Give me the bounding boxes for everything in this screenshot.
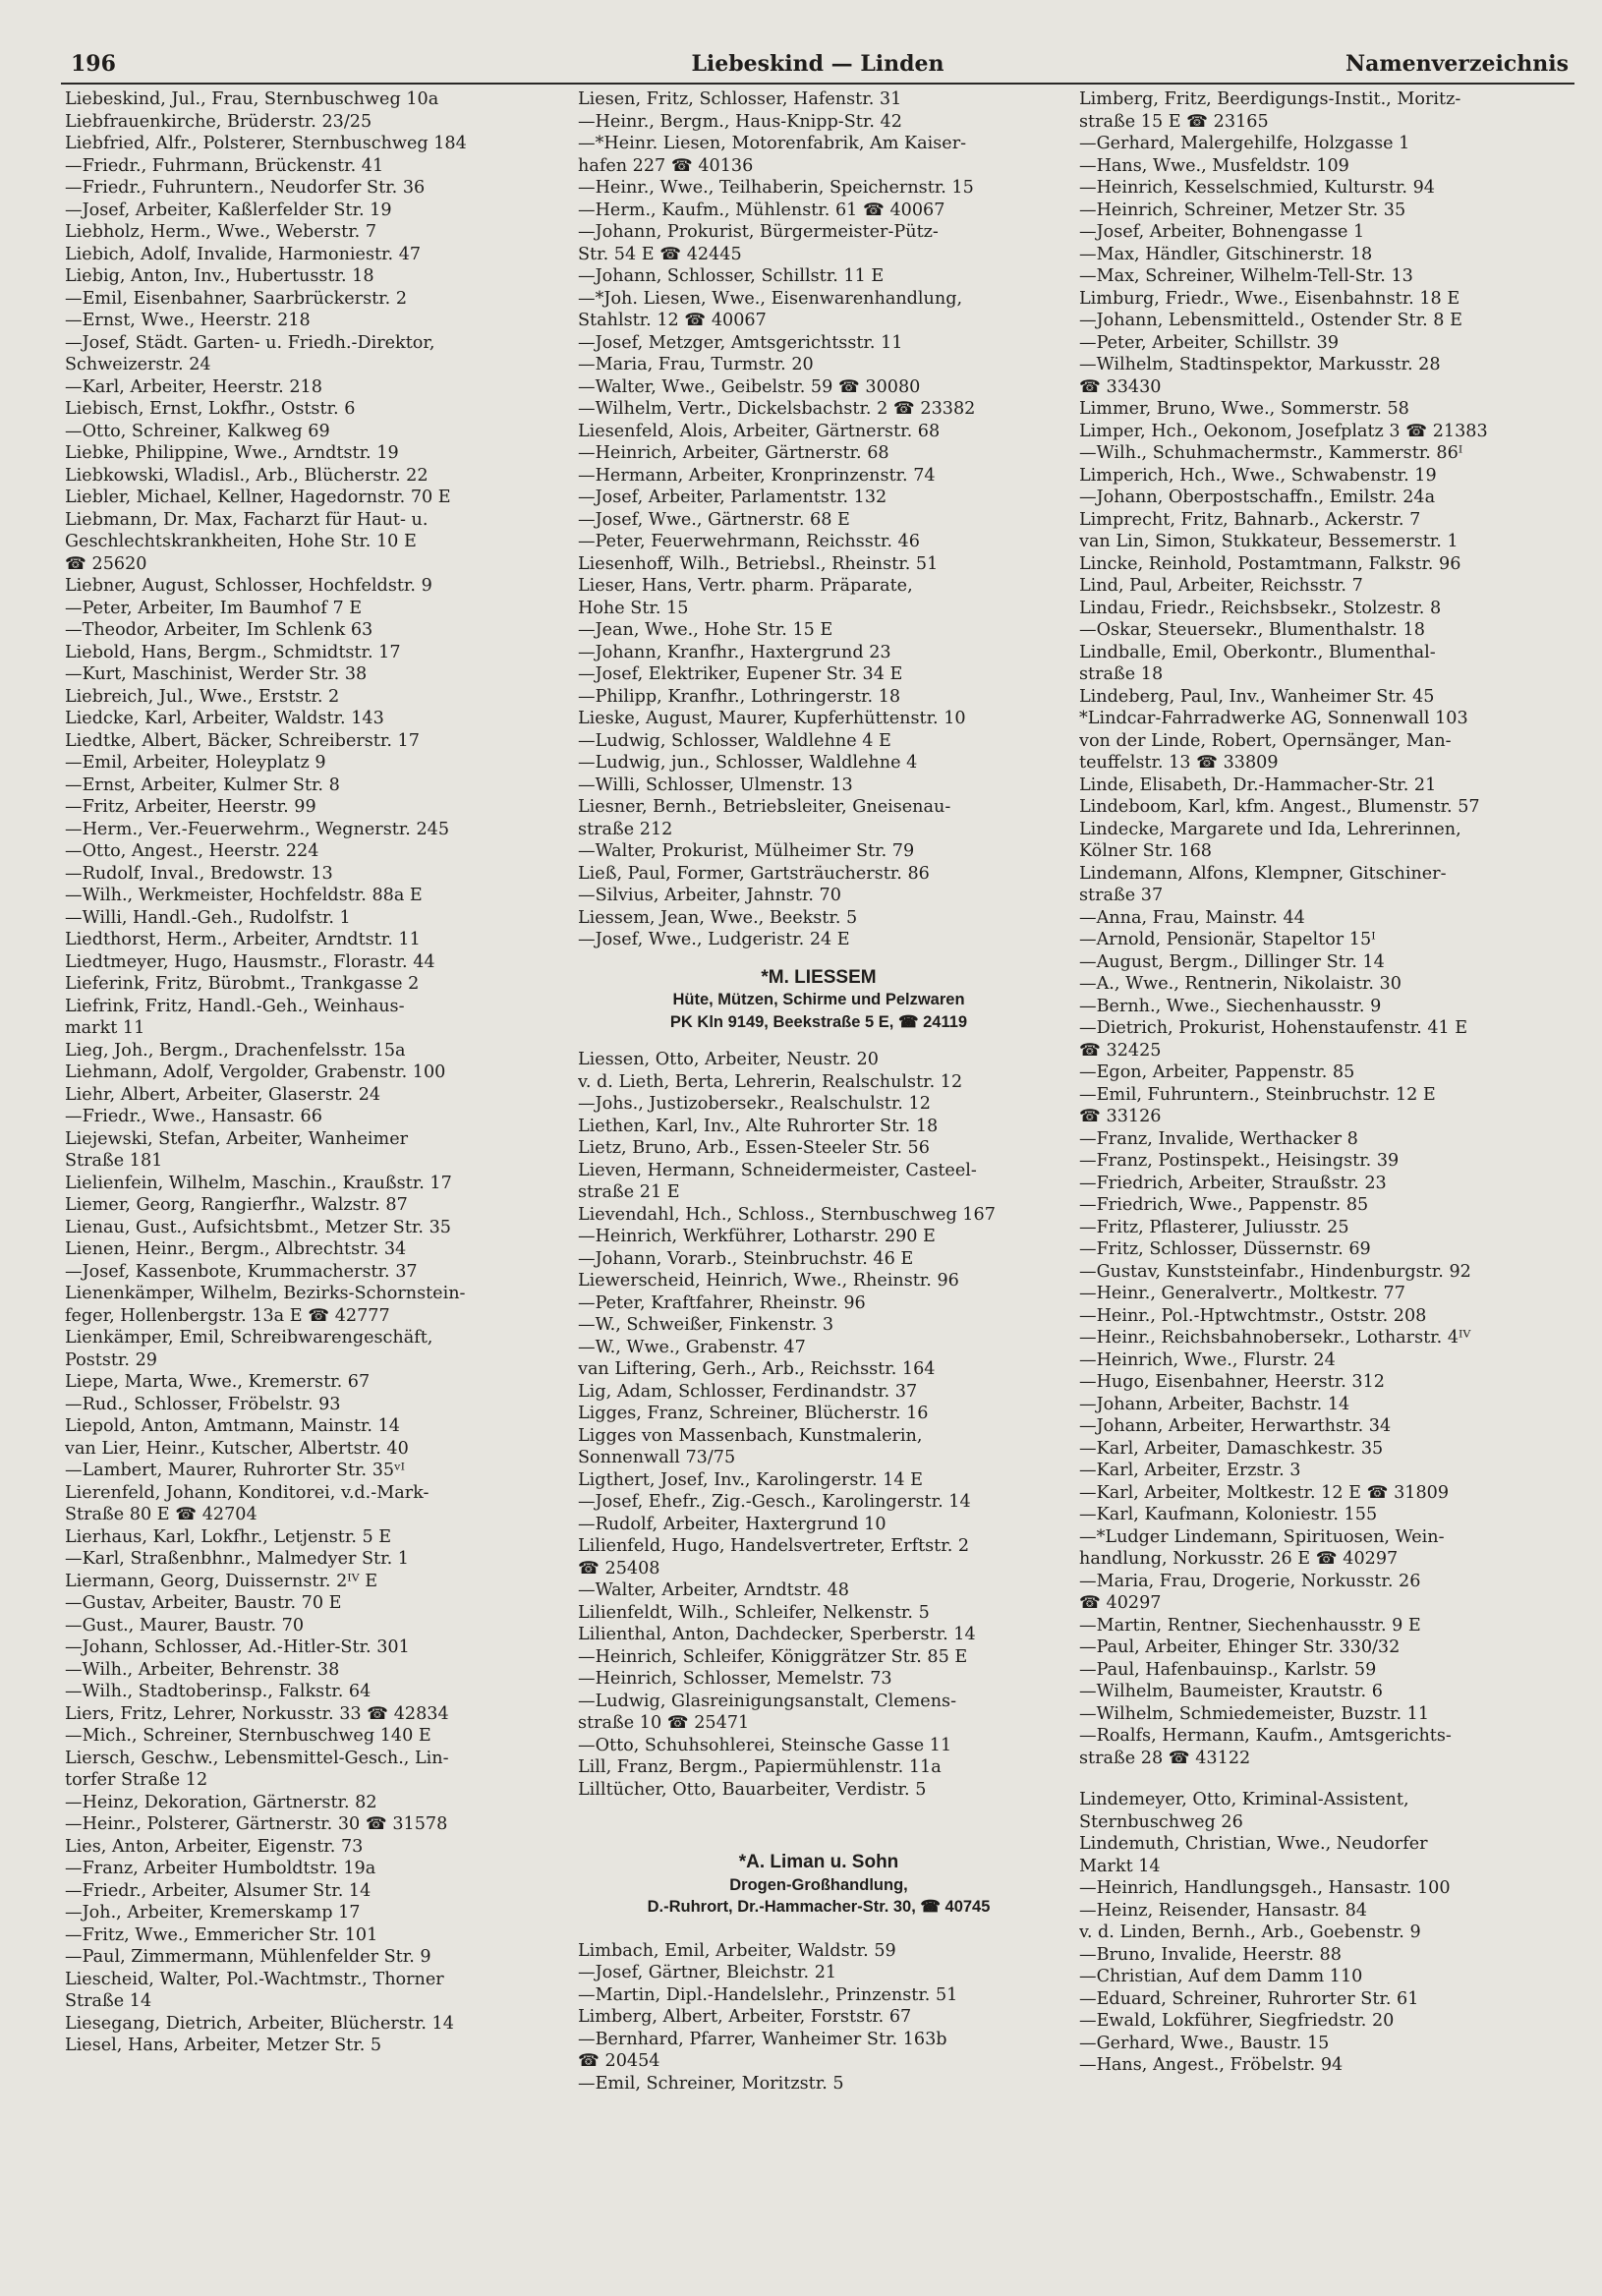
directory-entry: Limmer, Bruno, Wwe., Sommerstr. 58 <box>1079 399 1409 419</box>
directory-entry: Liebler, Michael, Kellner, Hagedornstr. 70 E <box>65 488 451 507</box>
directory-entry: Lilienthal, Anton, Dachdecker, Sperberstr. 14 <box>578 1625 976 1644</box>
directory-entry: Liesegang, Dietrich, Arbeiter, Blücherstr. 14 <box>65 2013 454 2034</box>
directory-entry: Liedtmeyer, Hugo, Hausmstr., Florastr. 44 <box>65 951 435 972</box>
directory-entry: —Emil, Arbeiter, Holeyplatz 9 <box>65 753 326 773</box>
ad-name: *M. LIESSEM <box>761 966 877 988</box>
directory-entry: Liebholz, Herm., Wwe., Weberstr. 7 <box>65 222 377 242</box>
directory-entry: ☎ 32425 <box>1079 1040 1162 1061</box>
directory-entry: —Heinrich, Schleifer, Königgrätzer Str. 85 E <box>578 1646 968 1667</box>
directory-entry: —Max, Schreiner, Wilhelm-Tell-Str. 13 <box>1079 266 1413 286</box>
directory-entry: Markt 14 <box>1079 1856 1161 1876</box>
directory-entry: —Otto, Schuhsohlerei, Steinsche Gasse 11 <box>578 1735 952 1755</box>
directory-entry: Liepe, Marta, Wwe., Kremerstr. 67 <box>65 1372 371 1392</box>
directory-entry: —Heinz, Dekoration, Gärtnerstr. 82 <box>65 1792 377 1812</box>
directory-entry: —Mich., Schreiner, Sternbuschweg 140 E <box>65 1726 431 1746</box>
directory-entry: —Josef, Arbeiter, Bohnengasse 1 <box>1079 222 1365 242</box>
page-title: Liebeskind — Linden <box>691 51 944 77</box>
directory-entry: —Herm., Kaufm., Mühlenstr. 61 ☎ 40067 <box>578 200 945 220</box>
directory-entry: straße 21 E <box>578 1182 680 1202</box>
directory-entry: —Karl, Arbeiter, Moltkestr. 12 E ☎ 31809 <box>1079 1482 1450 1503</box>
directory-entry: —Wilh., Schuhmachermstr., Kammerstr. 86ᴵ <box>1079 443 1463 463</box>
directory-entry: Limberg, Albert, Arbeiter, Forststr. 67 <box>578 2007 912 2027</box>
directory-entry: ☎ 40297 <box>1079 1593 1162 1613</box>
directory-entry: Lindemuth, Christian, Wwe., Neudorfer <box>1079 1834 1428 1854</box>
directory-entry: Liebmann, Dr. Max, Facharzt für Haut- u. <box>65 509 429 530</box>
directory-entry: Liessen, Otto, Arbeiter, Neustr. 20 <box>578 1050 879 1069</box>
directory-entry: —Kurt, Maschinist, Werder Str. 38 <box>65 664 368 684</box>
directory-entry: Liethen, Karl, Inv., Alte Ruhrorter Str. 18 <box>578 1116 939 1136</box>
directory-entry: Lindemann, Alfons, Klempner, Gitschiner- <box>1079 863 1447 884</box>
directory-entry: Lindballe, Emil, Oberkontr., Blumenthal- <box>1079 642 1436 662</box>
column-3 <box>1079 88 1578 2276</box>
directory-entry: markt 11 <box>65 1018 145 1038</box>
directory-entry: —Johann, Schlosser, Schillstr. 11 E <box>578 266 885 286</box>
directory-entry: Str. 54 E ☎ 42445 <box>578 244 742 264</box>
directory-entry: Liedthorst, Herm., Arbeiter, Arndtstr. 11 <box>65 930 421 949</box>
directory-entry: —Christian, Auf dem Damm 110 <box>1079 1967 1363 1986</box>
directory-entry: —Johann, Oberpostschaffn., Emilstr. 24a <box>1079 488 1436 507</box>
directory-entry: —Heinr., Wwe., Teilhaberin, Speichernstr. 15 <box>578 178 974 198</box>
directory-entry: —Theodor, Arbeiter, Im Schlenk 63 <box>65 620 373 640</box>
directory-entry: van Liftering, Gerh., Arb., Reichsstr. 164 <box>578 1359 936 1379</box>
directory-entry: Lienau, Gust., Aufsichtsbmt., Metzer Str. 35 <box>65 1217 451 1237</box>
directory-entry: Geschlechtskrankheiten, Hohe Str. 10 E <box>65 532 417 551</box>
directory-entry: Kölner Str. 168 <box>1079 841 1213 861</box>
directory-entry: —Wilhelm, Schmiedemeister, Buzstr. 11 <box>1079 1703 1430 1724</box>
advertisement-liessem <box>578 967 1059 1034</box>
directory-entry: —Wilhelm, Vertr., Dickelsbachstr. 2 ☎ 23382 <box>578 399 976 419</box>
directory-entry: Liesenfeld, Alois, Arbeiter, Gärtnerstr. 68 <box>578 421 941 441</box>
directory-entry: Limper, Hch., Oekonom, Josefplatz 3 ☎ 21383 <box>1079 421 1488 441</box>
directory-entry: Liebkowski, Wladisl., Arb., Blücherstr. 22 <box>65 465 429 486</box>
directory-entry: Lierhaus, Karl, Lokfhr., Letjenstr. 5 E <box>65 1526 392 1547</box>
directory-entry: Lienkämper, Emil, Schreibwarengeschäft, <box>65 1328 433 1348</box>
directory-entry: —W., Schweißer, Finkenstr. 3 <box>578 1315 834 1335</box>
directory-entry: —Franz, Arbeiter Humboldtstr. 19a <box>65 1859 376 1878</box>
directory-entry: —Gust., Maurer, Baustr. 70 <box>65 1615 305 1636</box>
directory-entry: —Johann, Arbeiter, Bachstr. 14 <box>1079 1394 1350 1414</box>
directory-entry: Schweizerstr. 24 <box>65 355 211 374</box>
directory-entry: Ligges, Franz, Schreiner, Blücherstr. 16 <box>578 1404 929 1423</box>
directory-entry: Lig, Adam, Schlosser, Ferdinandstr. 37 <box>578 1381 918 1402</box>
directory-entry: —Ludwig, Schlosser, Waldlehne 4 E <box>578 730 891 751</box>
directory-entry: —Friedr., Arbeiter, Alsumer Str. 14 <box>65 1880 372 1901</box>
directory-entry: —Wilhelm, Stadtinspektor, Markusstr. 28 <box>1079 355 1441 374</box>
ad-line: Hüte, Mützen, Schirme und Pelzwaren <box>672 991 965 1008</box>
directory-entry: handlung, Norkusstr. 26 E ☎ 40297 <box>1079 1549 1399 1569</box>
directory-entry: —Rud., Schlosser, Fröbelstr. 93 <box>65 1394 341 1414</box>
directory-entry: Lindecke, Margarete und Ida, Lehrerinnen, <box>1079 819 1461 839</box>
directory-entry: —Josef, Städt. Garten- u. Friedh.-Direktor, <box>65 332 435 353</box>
directory-entry: ☎ 25620 <box>65 553 147 574</box>
directory-entry: —Josef, Ehefr., Zig.-Gesch., Karolingerstr. 14 <box>578 1492 971 1512</box>
directory-entry: —Josef, Gärtner, Bleichstr. 21 <box>578 1963 837 1982</box>
directory-entry: Liermann, Georg, Duissernstr. 2ᴵⱽ E <box>65 1571 378 1591</box>
directory-entry: —Willi, Schlosser, Ulmenstr. 13 <box>578 775 853 795</box>
directory-entry: —Otto, Schreiner, Kalkweg 69 <box>65 421 330 441</box>
directory-entry: —Jean, Wwe., Hohe Str. 15 E <box>578 620 833 640</box>
directory-entry: —Max, Händler, Gitschinerstr. 18 <box>1079 244 1373 264</box>
directory-entry: —Friedr., Fuhrmann, Brückenstr. 41 <box>65 155 384 176</box>
directory-entry: —Peter, Arbeiter, Im Baumhof 7 E <box>65 598 363 618</box>
directory-entry: —Heinrich, Werkführer, Lotharstr. 290 E <box>578 1227 936 1246</box>
directory-entry: —Josef, Arbeiter, Parlamentstr. 132 <box>578 488 887 507</box>
directory-entry: Liersch, Geschw., Lebensmittel-Gesch., Lin- <box>65 1748 449 1768</box>
directory-entry: Straße 181 <box>65 1151 163 1171</box>
directory-entry: —Fritz, Wwe., Emmericher Str. 101 <box>65 1924 378 1945</box>
directory-entry: Lieser, Hans, Vertr. pharm. Präparate, <box>578 576 913 596</box>
directory-entry: v. d. Lieth, Berta, Lehrerin, Realschulstr. 12 <box>578 1071 963 1092</box>
directory-entry: —Willi, Handl.-Geh., Rudolfstr. 1 <box>65 907 351 928</box>
directory-entry: straße 37 <box>1079 886 1164 905</box>
directory-entry: —Arnold, Pensionär, Stapeltor 15ᴵ <box>1079 930 1376 949</box>
directory-entry: —Peter, Feuerwehrmann, Reichsstr. 46 <box>578 532 920 551</box>
directory-entry: Lienenkämper, Wilhelm, Bezirks-Schornstein- <box>65 1284 466 1303</box>
directory-entry: Lilienfeldt, Wilh., Schleifer, Nelkenstr. 5 <box>578 1602 930 1623</box>
directory-entry: —Ernst, Wwe., Heerstr. 218 <box>65 311 311 330</box>
directory-entry: —Maria, Frau, Drogerie, Norkusstr. 26 <box>1079 1571 1421 1591</box>
directory-entry: Ligthert, Josef, Inv., Karolingerstr. 14 E <box>578 1469 924 1490</box>
directory-entry: torfer Straße 12 <box>65 1770 208 1790</box>
directory-entry: straße 18 <box>1079 664 1164 684</box>
directory-entry: —Ewald, Lokführer, Siegfriedstr. 20 <box>1079 2011 1395 2031</box>
directory-entry: —Lambert, Maurer, Ruhrorter Str. 35ᵛᴵ <box>65 1461 406 1480</box>
directory-entry: v. d. Linden, Bernh., Arb., Goebenstr. 9 <box>1079 1923 1421 1942</box>
page-number: 196 <box>71 51 116 77</box>
directory-entry: Lind, Paul, Arbeiter, Reichsstr. 7 <box>1079 576 1363 596</box>
directory-entry: Lievendahl, Hch., Schloss., Sternbuschweg 167 <box>578 1204 996 1225</box>
directory-entry: —Karl, Arbeiter, Erzstr. 3 <box>1079 1461 1301 1480</box>
directory-entry: Liebeskind, Jul., Frau, Sternbuschweg 10a <box>65 89 439 109</box>
directory-entry: —Walter, Arbeiter, Arndtstr. 48 <box>578 1580 849 1600</box>
directory-entry: *Lindcar-Fahrradwerke AG, Sonnenwall 103 <box>1079 709 1468 728</box>
directory-entry: —Maria, Frau, Turmstr. 20 <box>578 355 814 374</box>
directory-entry: —Karl, Straßenbhnr., Malmedyer Str. 1 <box>65 1549 409 1569</box>
directory-entry: Liesel, Hans, Arbeiter, Metzer Str. 5 <box>65 2036 382 2055</box>
directory-entry: Liehmann, Adolf, Vergolder, Grabenstr. 100 <box>65 1062 446 1082</box>
directory-entry: —Ernst, Arbeiter, Kulmer Str. 8 <box>65 775 340 795</box>
directory-entry: —Heinr., Polsterer, Gärtnerstr. 30 ☎ 31578 <box>65 1814 448 1834</box>
directory-entry: Liedtke, Albert, Bäcker, Schreiberstr. 17 <box>65 730 420 751</box>
directory-entry: straße 28 ☎ 43122 <box>1079 1748 1251 1768</box>
directory-entry: Limberg, Fritz, Beerdigungs-Instit., Moritz- <box>1079 89 1461 109</box>
directory-entry: Lieske, August, Maurer, Kupferhüttenstr. 10 <box>578 709 966 728</box>
directory-entry: Lietz, Bruno, Arb., Essen-Steeler Str. 56 <box>578 1138 930 1158</box>
directory-entry: von der Linde, Robert, Opernsänger, Man- <box>1079 730 1452 751</box>
directory-entry: —Paul, Arbeiter, Ehinger Str. 330/32 <box>1079 1637 1401 1657</box>
directory-entry: Limburg, Friedr., Wwe., Eisenbahnstr. 18 E <box>1079 288 1460 309</box>
directory-entry: —Gerhard, Wwe., Baustr. 15 <box>1079 2033 1330 2053</box>
directory-entry: —W., Wwe., Grabenstr. 47 <box>578 1337 806 1357</box>
directory-entry: —Otto, Angest., Heerstr. 224 <box>65 841 319 861</box>
directory-entry: —Emil, Fuhruntern., Steinbruchstr. 12 E <box>1079 1084 1436 1105</box>
directory-entry: —Johann, Prokurist, Bürgermeister-Pütz- <box>578 222 939 242</box>
directory-entry: Straße 80 E ☎ 42704 <box>65 1505 257 1524</box>
directory-entry: —Friedr., Fuhruntern., Neudorfer Str. 36 <box>65 178 426 198</box>
directory-entry: Straße 14 <box>65 1991 152 2011</box>
directory-entry: Lieg, Joh., Bergm., Drachenfelsstr. 15a <box>65 1040 406 1061</box>
directory-entry: —Josef, Kassenbote, Krummacherstr. 37 <box>65 1261 418 1282</box>
section-title: Namenverzeichnis <box>1345 51 1569 77</box>
directory-entry: Liebold, Hans, Bergm., Schmidtstr. 17 <box>65 642 401 662</box>
directory-entry: feger, Hollenbergstr. 13a E ☎ 42777 <box>65 1305 390 1326</box>
directory-entry: Liesner, Bernh., Betriebsleiter, Gneisenau- <box>578 797 951 817</box>
directory-entry: —Franz, Postinspekt., Heisingstr. 39 <box>1079 1151 1400 1171</box>
directory-entry: Limbach, Emil, Arbeiter, Waldstr. 59 <box>578 1940 896 1961</box>
directory-entry: —Walter, Prokurist, Mülheimer Str. 79 <box>578 841 915 861</box>
column-1 <box>65 88 531 2276</box>
directory-entry: Lincke, Reinhold, Postamtmann, Falkstr. 96 <box>1079 553 1461 574</box>
directory-entry: —Bruno, Invalide, Heerstr. 88 <box>1079 1944 1342 1965</box>
directory-entry: —Joh., Arbeiter, Kremerskamp 17 <box>65 1903 361 1923</box>
directory-entry: Limprecht, Fritz, Bahnarb., Ackerstr. 7 <box>1079 509 1421 530</box>
advertisement-liman <box>578 1852 1059 1919</box>
directory-entry: Liefrink, Fritz, Handl.-Geh., Weinhaus- <box>65 996 405 1016</box>
directory-entry: ☎ 33430 <box>1079 376 1162 397</box>
directory-entry: —Oskar, Steuersekr., Blumenthalstr. 18 <box>1079 620 1425 640</box>
directory-entry: Liebfrauenkirche, Brüderstr. 23/25 <box>65 111 372 132</box>
directory-entry: Liebisch, Ernst, Lokfhr., Oststr. 6 <box>65 399 356 419</box>
directory-entry: —Hans, Wwe., Musfeldstr. 109 <box>1079 155 1349 176</box>
directory-entry: —Gerhard, Malergehilfe, Holzgasse 1 <box>1079 134 1410 153</box>
directory-entry: —Wilhelm, Baumeister, Krautstr. 6 <box>1079 1682 1383 1701</box>
directory-entry: —Rudolf, Inval., Bredowstr. 13 <box>65 863 333 884</box>
directory-entry: Sternbuschweg 26 <box>1079 1811 1243 1832</box>
directory-entry: straße 10 ☎ 25471 <box>578 1713 750 1733</box>
directory-entry: —Heinrich, Wwe., Flurstr. 24 <box>1079 1349 1336 1370</box>
directory-entry: Lilltücher, Otto, Bauarbeiter, Verdistr. 5 <box>578 1779 927 1800</box>
directory-entry: —*Heinr. Liesen, Motorenfabrik, Am Kaiser- <box>578 134 967 153</box>
directory-entry: —Peter, Kraftfahrer, Rheinstr. 96 <box>578 1292 866 1313</box>
directory-entry: —Franz, Invalide, Werthacker 8 <box>1079 1128 1358 1149</box>
directory-entry: —Heinrich, Kesselschmied, Kulturstr. 94 <box>1079 178 1435 198</box>
directory-entry: —Hans, Angest., Fröbelstr. 94 <box>1079 2055 1344 2075</box>
directory-entry: —Heinz, Reisender, Hansastr. 84 <box>1079 1900 1367 1921</box>
directory-entry: Liers, Fritz, Lehrer, Norkusstr. 33 ☎ 42834 <box>65 1703 449 1724</box>
directory-entry: ☎ 33126 <box>1079 1107 1162 1126</box>
directory-entry: Liepold, Anton, Amtmann, Mainstr. 14 <box>65 1416 400 1436</box>
directory-entry: —Fritz, Schlosser, Düssernstr. 69 <box>1079 1239 1371 1259</box>
directory-entry: —Heinrich, Schlosser, Memelstr. 73 <box>578 1669 892 1689</box>
directory-entry: —Friedrich, Arbeiter, Straußstr. 23 <box>1079 1173 1387 1193</box>
directory-entry: —Egon, Arbeiter, Pappenstr. 85 <box>1079 1062 1355 1082</box>
directory-entry: —Emil, Eisenbahner, Saarbrückerstr. 2 <box>65 288 408 309</box>
directory-entry: —Friedrich, Wwe., Pappenstr. 85 <box>1079 1195 1369 1215</box>
directory-entry: van Lier, Heinr., Kutscher, Albertstr. 40 <box>65 1438 409 1459</box>
directory-entry: —Heinr., Generalvertr., Moltkestr. 77 <box>1079 1284 1405 1303</box>
directory-entry: —*Ludger Lindemann, Spirituosen, Wein- <box>1079 1526 1445 1547</box>
directory-entry: Lielienfein, Wilhelm, Maschin., Kraußstr. 17 <box>65 1173 452 1193</box>
directory-entry: —Emil, Schreiner, Moritzstr. 5 <box>578 2073 844 2094</box>
directory-entry: Liessem, Jean, Wwe., Beekstr. 5 <box>578 907 858 928</box>
directory-entry: Lieven, Hermann, Schneidermeister, Casteel- <box>578 1160 977 1180</box>
ad-address: PK Kln 9149, Beekstraße 5 E, ☎ 24119 <box>669 1012 968 1031</box>
directory-entry: —Josef, Arbeiter, Kaßlerfelder Str. 19 <box>65 200 392 220</box>
directory-entry: —*Joh. Liesen, Wwe., Eisenwarenhandlung, <box>578 288 963 309</box>
directory-entry: —Ludwig, jun., Schlosser, Waldlehne 4 <box>578 753 918 773</box>
directory-entry: —Philipp, Kranfhr., Lothringerstr. 18 <box>578 686 901 707</box>
directory-entry: —Roalfs, Hermann, Kaufm., Amtsgerichts- <box>1079 1726 1452 1746</box>
ad-address: D.-Ruhrort, Dr.-Hammacher-Str. 30, ☎ 40745 <box>647 1898 991 1916</box>
directory-entry: Liebreich, Jul., Wwe., Erststr. 2 <box>65 686 340 707</box>
directory-entry: —Wilh., Arbeiter, Behrenstr. 38 <box>65 1659 340 1680</box>
directory-entry: Liescheid, Walter, Pol.-Wachtmstr., Thorner <box>65 1969 444 1989</box>
directory-entry: straße 212 <box>578 819 673 839</box>
directory-entry: Lienen, Heinr., Bergm., Albrechtstr. 34 <box>65 1239 407 1259</box>
directory-entry: —Heinrich, Schreiner, Metzer Str. 35 <box>1079 200 1406 220</box>
directory-entry: Liebich, Adolf, Invalide, Harmoniestr. 47 <box>65 244 422 264</box>
directory-entry: Liebner, August, Schlosser, Hochfeldstr. 9 <box>65 576 432 596</box>
directory-entry: Lindau, Friedr., Reichsbsekr., Stolzestr. 8 <box>1079 598 1442 618</box>
directory-entry: Sonnenwall 73/75 <box>578 1448 736 1467</box>
directory-entry: teuffelstr. 13 ☎ 33809 <box>1079 753 1279 773</box>
directory-entry: Lill, Franz, Bergm., Papiermühlenstr. 11a <box>578 1757 942 1777</box>
directory-entry: Lies, Anton, Arbeiter, Eigenstr. 73 <box>65 1836 364 1857</box>
page-header <box>61 47 1574 85</box>
directory-entry: —Josef, Wwe., Gärtnerstr. 68 E <box>578 509 850 530</box>
ad-name: *A. Liman u. Sohn <box>738 1852 899 1872</box>
directory-entry: —Hermann, Arbeiter, Kronprinzenstr. 74 <box>578 465 936 486</box>
directory-entry: —Heinrich, Handlungsgeh., Hansastr. 100 <box>1079 1878 1451 1898</box>
directory-entry: Liemer, Georg, Rangierfhr., Walzstr. 87 <box>65 1195 408 1215</box>
directory-entry: Ligges von Massenbach, Kunstmalerin, <box>578 1425 923 1446</box>
directory-entry: —Martin, Rentner, Siechenhausstr. 9 E <box>1079 1615 1421 1636</box>
directory-entry: Lieferink, Fritz, Bürobmt., Trankgasse 2 <box>65 974 420 994</box>
directory-entry: —Bernh., Wwe., Siechenhausstr. 9 <box>1079 996 1382 1016</box>
directory-entry: Lilienfeld, Hugo, Handelsvertreter, Erftstr. 2 <box>578 1536 970 1556</box>
directory-entry: —Paul, Zimmermann, Mühlenfelder Str. 9 <box>65 1947 431 1967</box>
directory-entry: Liehr, Albert, Arbeiter, Glaserstr. 24 <box>65 1084 381 1105</box>
directory-entry: —Karl, Arbeiter, Heerstr. 218 <box>65 376 322 397</box>
directory-entry: —Dietrich, Prokurist, Hohenstaufenstr. 41 E <box>1079 1018 1468 1038</box>
directory-entry: —Karl, Arbeiter, Damaschkestr. 35 <box>1079 1438 1384 1459</box>
directory-entry: —Johann, Vorarb., Steinbruchstr. 46 E <box>578 1248 914 1269</box>
column-2 <box>578 88 1059 2276</box>
directory-entry: —Karl, Kaufmann, Koloniestr. 155 <box>1079 1505 1378 1524</box>
directory-entry: Lierenfeld, Johann, Konditorei, v.d.-Mark- <box>65 1482 429 1503</box>
directory-entry: van Lin, Simon, Stukkateur, Bessemerstr. 1 <box>1079 532 1459 551</box>
directory-entry: Liebke, Philippine, Wwe., Arndtstr. 19 <box>65 443 399 463</box>
directory-entry: —Heinrich, Arbeiter, Gärtnerstr. 68 <box>578 443 889 463</box>
directory-entry: ☎ 20454 <box>578 2051 660 2071</box>
directory-entry: Liejewski, Stefan, Arbeiter, Wanheimer <box>65 1128 409 1149</box>
directory-entry: Poststr. 29 <box>65 1349 157 1370</box>
directory-entry: ☎ 25408 <box>578 1558 660 1578</box>
directory-entry: —Wilh., Stadtoberinsp., Falkstr. 64 <box>65 1682 372 1701</box>
directory-entry: —Gustav, Arbeiter, Baustr. 70 E <box>65 1593 342 1613</box>
directory-entry: Lindeberg, Paul, Inv., Wanheimer Str. 45 <box>1079 686 1435 707</box>
directory-entry: Ließ, Paul, Former, Gartsträucherstr. 86 <box>578 863 930 884</box>
directory-entry: —Josef, Elektriker, Eupener Str. 34 E <box>578 664 903 684</box>
directory-entry: Lindeboom, Karl, kfm. Angest., Blumenstr. 57 <box>1079 797 1480 817</box>
directory-entry: Stahlstr. 12 ☎ 40067 <box>578 311 767 330</box>
directory-entry: hafen 227 ☎ 40136 <box>578 155 754 176</box>
directory-entry: —Walter, Wwe., Geibelstr. 59 ☎ 30080 <box>578 376 921 397</box>
directory-entry: Liewerscheid, Heinrich, Wwe., Rheinstr. 96 <box>578 1271 959 1291</box>
directory-entry: —Peter, Arbeiter, Schillstr. 39 <box>1079 332 1340 353</box>
directory-entry: —Fritz, Arbeiter, Heerstr. 99 <box>65 797 316 817</box>
directory-entry: —Johann, Kranfhr., Haxtergrund 23 <box>578 642 891 662</box>
directory-entry: Linde, Elisabeth, Dr.-Hammacher-Str. 21 <box>1079 775 1437 795</box>
directory-entry: —Bernhard, Pfarrer, Wanheimer Str. 163b <box>578 2029 947 2049</box>
directory-entry: —Herm., Ver.-Feuerwehrm., Wegnerstr. 245 <box>65 819 450 839</box>
directory-entry: —Martin, Dipl.-Handelslehr., Prinzenstr. 51 <box>578 1984 958 2005</box>
directory-entry: —Johann, Schlosser, Ad.-Hitler-Str. 301 <box>65 1637 410 1657</box>
directory-entry: —Ludwig, Glasreinigungsanstalt, Clemens- <box>578 1691 957 1711</box>
directory-entry: Liesen, Fritz, Schlosser, Hafenstr. 31 <box>578 89 902 109</box>
directory-entry: —Josef, Metzger, Amtsgerichtsstr. 11 <box>578 332 903 353</box>
directory-entry: —A., Wwe., Rentnerin, Nikolaistr. 30 <box>1079 974 1402 994</box>
directory-entry: —Rudolf, Arbeiter, Haxtergrund 10 <box>578 1514 887 1534</box>
directory-entry: —Heinr., Reichsbahnobersekr., Lotharstr. 4ᴵⱽ <box>1079 1328 1471 1348</box>
directory-entry: straße 15 E ☎ 23165 <box>1079 111 1269 132</box>
directory-entry: —Hugo, Eisenbahner, Heerstr. 312 <box>1079 1372 1385 1392</box>
directory-entry: —Gustav, Kunststeinfabr., Hindenburgstr. 92 <box>1079 1261 1471 1282</box>
directory-entry: —Paul, Hafenbauinsp., Karlstr. 59 <box>1079 1659 1377 1680</box>
directory-entry: Lindemeyer, Otto, Kriminal-Assistent, <box>1079 1790 1409 1809</box>
directory-entry: —Wilh., Werkmeister, Hochfeldstr. 88a E <box>65 886 423 905</box>
directory-entry: Liesenhoff, Wilh., Betriebsl., Rheinstr. 51 <box>578 553 939 574</box>
directory-entry: —Johann, Lebensmitteld., Ostender Str. 8 E <box>1079 311 1462 330</box>
directory-entry: Hohe Str. 15 <box>578 598 689 618</box>
directory-entry: Liedcke, Karl, Arbeiter, Waldstr. 143 <box>65 709 384 728</box>
directory-entry: —Anna, Frau, Mainstr. 44 <box>1079 907 1305 928</box>
directory-entry: —Heinr., Pol.-Hptwchtmstr., Oststr. 208 <box>1079 1305 1427 1326</box>
directory-entry: —Friedr., Wwe., Hansastr. 66 <box>65 1107 322 1126</box>
directory-entry: —Heinr., Bergm., Haus-Knipp-Str. 42 <box>578 111 902 132</box>
ad-line: Drogen-Großhandlung, <box>729 1875 908 1894</box>
directory-entry: —Johs., Justizobersekr., Realschulstr. 12 <box>578 1094 931 1114</box>
directory-entry: —August, Bergm., Dillinger Str. 14 <box>1079 951 1385 972</box>
directory-entry: —Johann, Arbeiter, Herwarthstr. 34 <box>1079 1416 1392 1436</box>
directory-entry: Liebig, Anton, Inv., Hubertusstr. 18 <box>65 266 374 286</box>
directory-entry: —Josef, Wwe., Ludgeristr. 24 E <box>578 930 850 949</box>
directory-entry: —Eduard, Schreiner, Ruhrorter Str. 61 <box>1079 1988 1419 2009</box>
directory-entry: Limperich, Hch., Wwe., Schwabenstr. 19 <box>1079 465 1437 486</box>
directory-entry: —Fritz, Pflasterer, Juliusstr. 25 <box>1079 1217 1349 1237</box>
directory-entry: —Silvius, Arbeiter, Jahnstr. 70 <box>578 886 841 905</box>
directory-entry: Liebfried, Alfr., Polsterer, Sternbuschweg 184 <box>65 134 467 153</box>
